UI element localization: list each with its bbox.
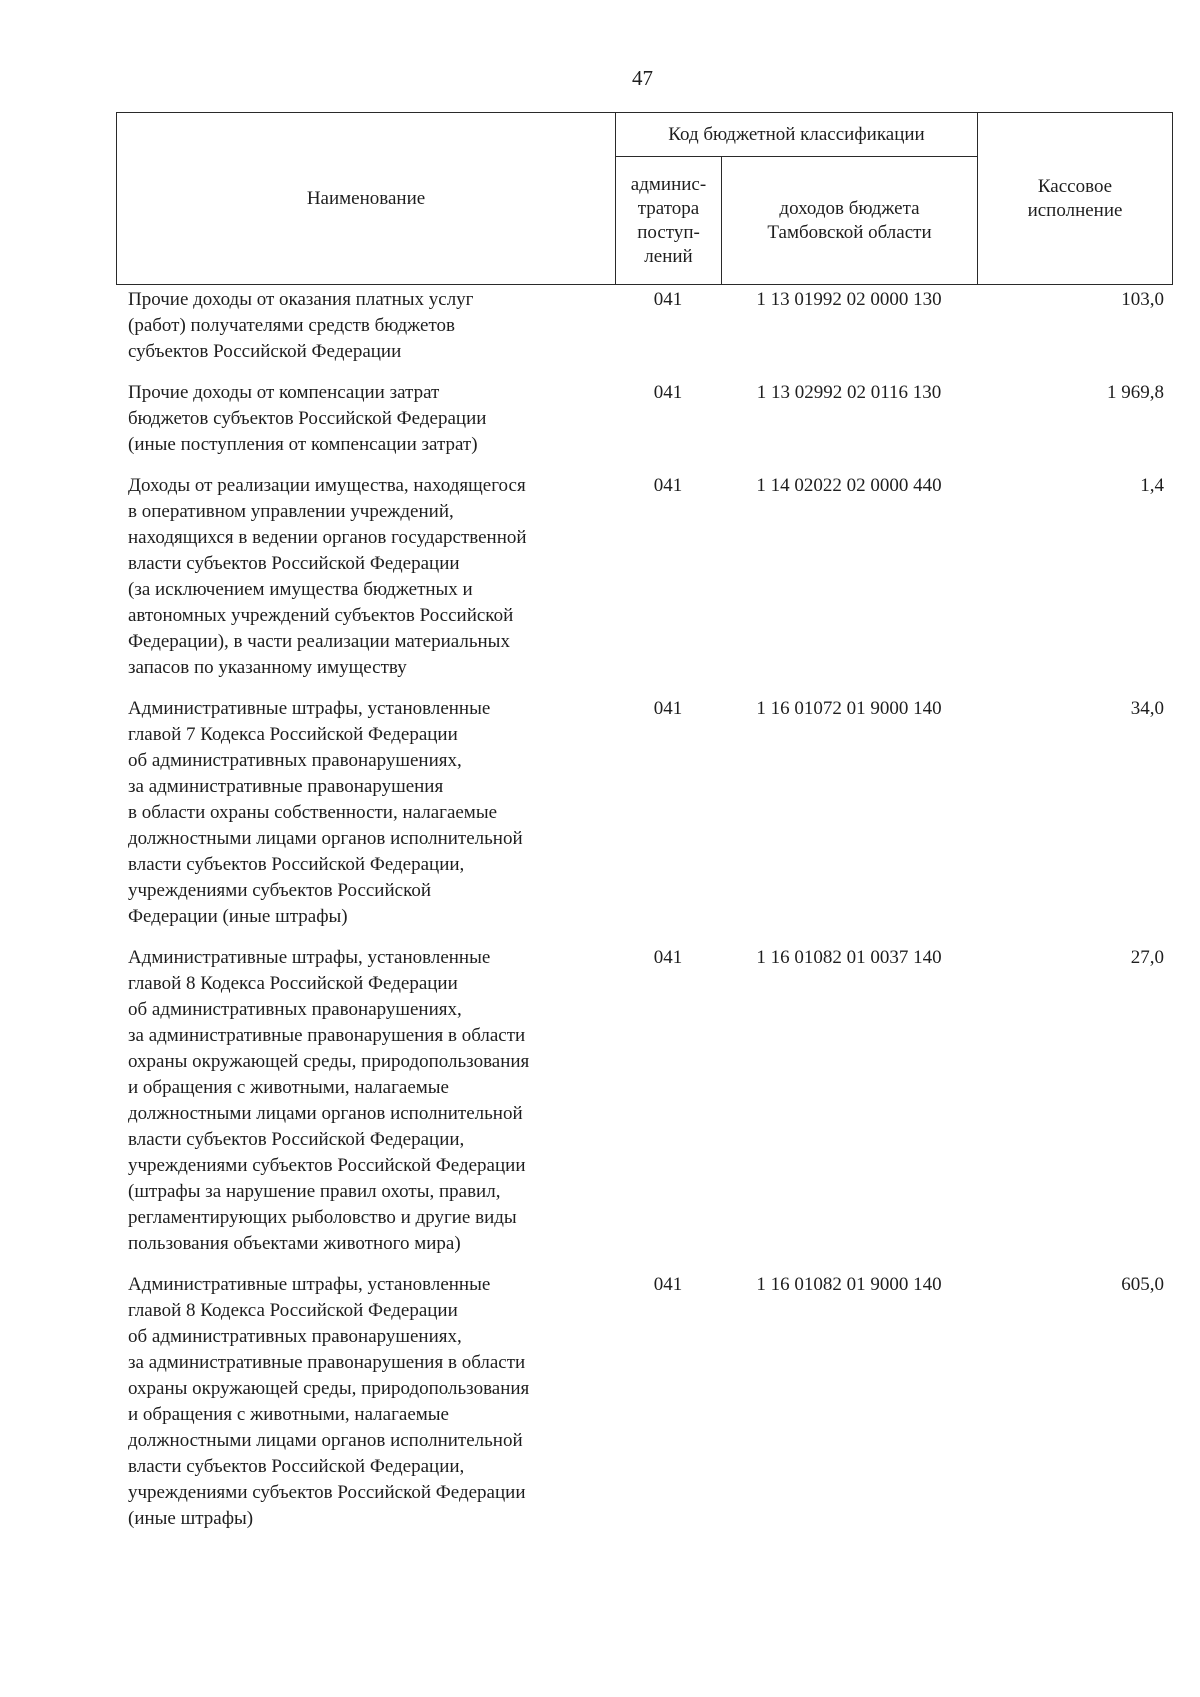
table-row: [116, 471, 1172, 681]
row-name: Доходы от реализации имущества, находящегося в оперативном управлении учреждений, находящихся в ведении органов государственной власти субъектов Российской Федерации (за исключением имущества бюджетных и автономных учреждений субъектов Российской Федерации), в части реализации материальных запасов по указанному имуществу: [128, 475, 527, 678]
row-admin-code: 041: [653, 698, 683, 719]
row-budget-code: 1 14 02022 02 0000 440: [756, 475, 942, 496]
row-name: Прочие доходы от компенсации затрат бюджетов субъектов Российской Федерации (иные поступления от компенсации затрат): [128, 382, 487, 455]
row-amount: 605,0: [1121, 1274, 1164, 1295]
row-amount: 103,0: [1121, 289, 1164, 310]
header-admin-label: админис- тратора поступ- лений: [630, 173, 707, 267]
row-name: Прочие доходы от оказания платных услуг (работ) получателями средств бюджетов субъектов Российской Федерации: [128, 289, 474, 362]
header-code: [722, 157, 978, 285]
row-amount: 1 969,8: [1107, 382, 1164, 403]
row-amount: 34,0: [1130, 698, 1164, 719]
header-admin: [616, 157, 722, 285]
row-name: Административные штрафы, установленные главой 8 Кодекса Российской Федерации об административных правонарушениях, за административные правонарушения в области охраны окружающей среды, природопользования и обращения с животными, налагаемые должностными лицами органов исполнительной власти субъектов Российской Федерации, учреждениями субъектов Российской Федерации (штрафы за нарушение правил охоты, правил, регламентирующих рыболовство и другие виды пользования объектами животного мира): [128, 947, 530, 1254]
row-budget-code: 1 16 01082 01 0037 140: [756, 947, 942, 968]
table-row: [116, 378, 1172, 458]
row-name: Административные штрафы, установленные главой 8 Кодекса Российской Федерации об административных правонарушениях, за административные правонарушения в области охраны окружающей среды, природопользования и обращения с животными, налагаемые должностными лицами органов исполнительной власти субъектов Российской Федерации, учреждениями субъектов Российской Федерации (иные штрафы): [128, 1274, 530, 1529]
row-admin-code: 041: [653, 475, 683, 496]
header-execution-label: Кассовое исполнение: [1027, 175, 1123, 221]
header-execution: [978, 113, 1173, 285]
row-budget-code: 1 16 01072 01 9000 140: [756, 698, 942, 719]
table-header: [116, 112, 1173, 285]
row-admin-code: 041: [653, 289, 683, 310]
row-budget-code: 1 13 01992 02 0000 130: [756, 289, 942, 310]
row-amount: 27,0: [1130, 947, 1164, 968]
header-code-label: доходов бюджета Тамбовской области: [767, 197, 932, 243]
row-admin-code: 041: [653, 382, 683, 403]
table-row: [116, 694, 1172, 930]
table-row: [116, 1270, 1172, 1532]
header-name-label: Наименование: [306, 187, 426, 209]
header-name: [117, 113, 616, 285]
table-row: [116, 285, 1172, 365]
table-body: [116, 285, 1172, 1545]
page-number: 47: [632, 66, 653, 90]
row-admin-code: 041: [653, 947, 683, 968]
row-name: Административные штрафы, установленные главой 7 Кодекса Российской Федерации об административных правонарушениях, за административные правонарушения в области охраны собственности, налагаемые должностными лицами органов исполнительной власти субъектов Российской Федерации, учреждениями субъектов Российской Федерации (иные штрафы): [128, 698, 523, 927]
table-row: [116, 943, 1172, 1257]
row-budget-code: 1 13 02992 02 0116 130: [756, 382, 942, 403]
header-classification-group: [616, 113, 978, 157]
row-budget-code: 1 16 01082 01 9000 140: [756, 1274, 942, 1295]
header-classification-label: Код бюджетной классификации: [668, 123, 925, 145]
row-amount: 1,4: [1140, 475, 1164, 496]
row-admin-code: 041: [653, 1274, 683, 1295]
